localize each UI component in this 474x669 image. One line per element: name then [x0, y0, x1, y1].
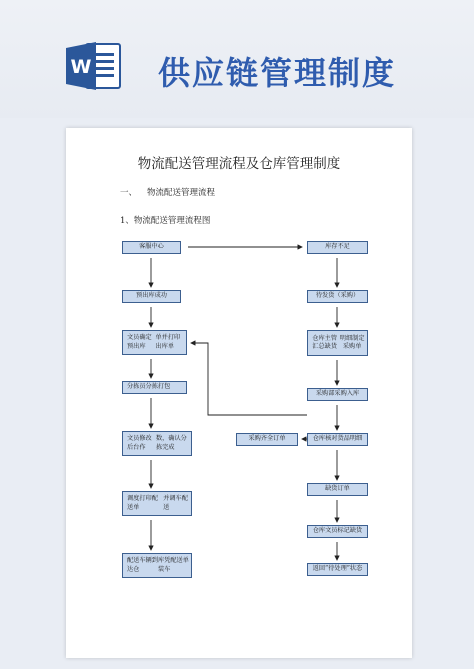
banner — [0, 0, 474, 118]
left-step-1-text: 客服中心 — [139, 243, 164, 251]
right-step-3-text: 仓库主管汇总缺货 — [312, 334, 338, 350]
document-title: 物流配送管理流程及仓库管理制度 — [137, 156, 341, 172]
right-step-1 — [307, 241, 368, 254]
right-step-7 — [307, 525, 368, 538]
right-step-6-text: 缺货订单 — [325, 485, 350, 493]
right-step-1-text: 库存不足 — [325, 243, 350, 251]
right-step-6 — [307, 483, 368, 496]
left-step-3 — [122, 330, 187, 355]
section-number: 一、 — [120, 188, 138, 198]
side-step-text: 采购齐全订单 — [248, 435, 286, 443]
left-step-2-text: 预出库成功 — [136, 292, 167, 300]
left-step-6 — [122, 491, 192, 516]
left-step-3-text: 文员确定预出库 — [127, 334, 152, 350]
left-step-5-text: 数，确认分拣完成 — [155, 435, 187, 451]
right-step-2-text: 待发货（采购） — [315, 292, 360, 300]
word-icon — [66, 40, 122, 92]
left-step-1 — [122, 241, 181, 254]
right-step-8 — [307, 563, 368, 576]
right-step-3-text: 明细制定采购单 — [339, 334, 365, 350]
left-step-5 — [122, 431, 192, 456]
left-step-4-text: 分拣员分拣打包 — [127, 383, 171, 391]
right-step-5-text: 仓库核对货品明细 — [312, 435, 363, 443]
word-icon-letter: W — [70, 56, 92, 78]
left-step-5-text: 文员修改后台作 — [127, 435, 152, 451]
left-step-4 — [122, 381, 187, 394]
left-step-6-text: 并调车配送 — [163, 495, 188, 511]
left-step-7 — [122, 553, 192, 578]
right-step-4 — [307, 388, 368, 401]
left-step-3-text: 单并打印出库单 — [155, 334, 181, 350]
section-title: 物流配送管理流程 — [147, 188, 216, 198]
side-step — [236, 433, 298, 446]
right-step-7-text: 仓库文员标记缺货 — [312, 527, 363, 535]
left-step-2 — [122, 290, 181, 303]
left-step-7-text: 配送车辆到达仓 — [127, 557, 158, 573]
arrow-return-left — [191, 343, 307, 415]
left-step-7-text: 库凭配送单装车 — [158, 557, 189, 573]
right-step-5 — [307, 433, 368, 446]
subsection-heading: 1、物流配送管理流程图 — [120, 216, 211, 226]
right-step-3 — [307, 330, 368, 356]
right-step-4-text: 采购部采购入库 — [315, 390, 360, 398]
right-step-8-text: 返回“待处理”状态 — [312, 565, 363, 573]
banner-title: 供应链管理制度 — [158, 54, 397, 92]
left-step-6-text: 调度打印配送单 — [127, 495, 158, 511]
right-step-2 — [307, 290, 368, 303]
document-page — [66, 128, 412, 658]
